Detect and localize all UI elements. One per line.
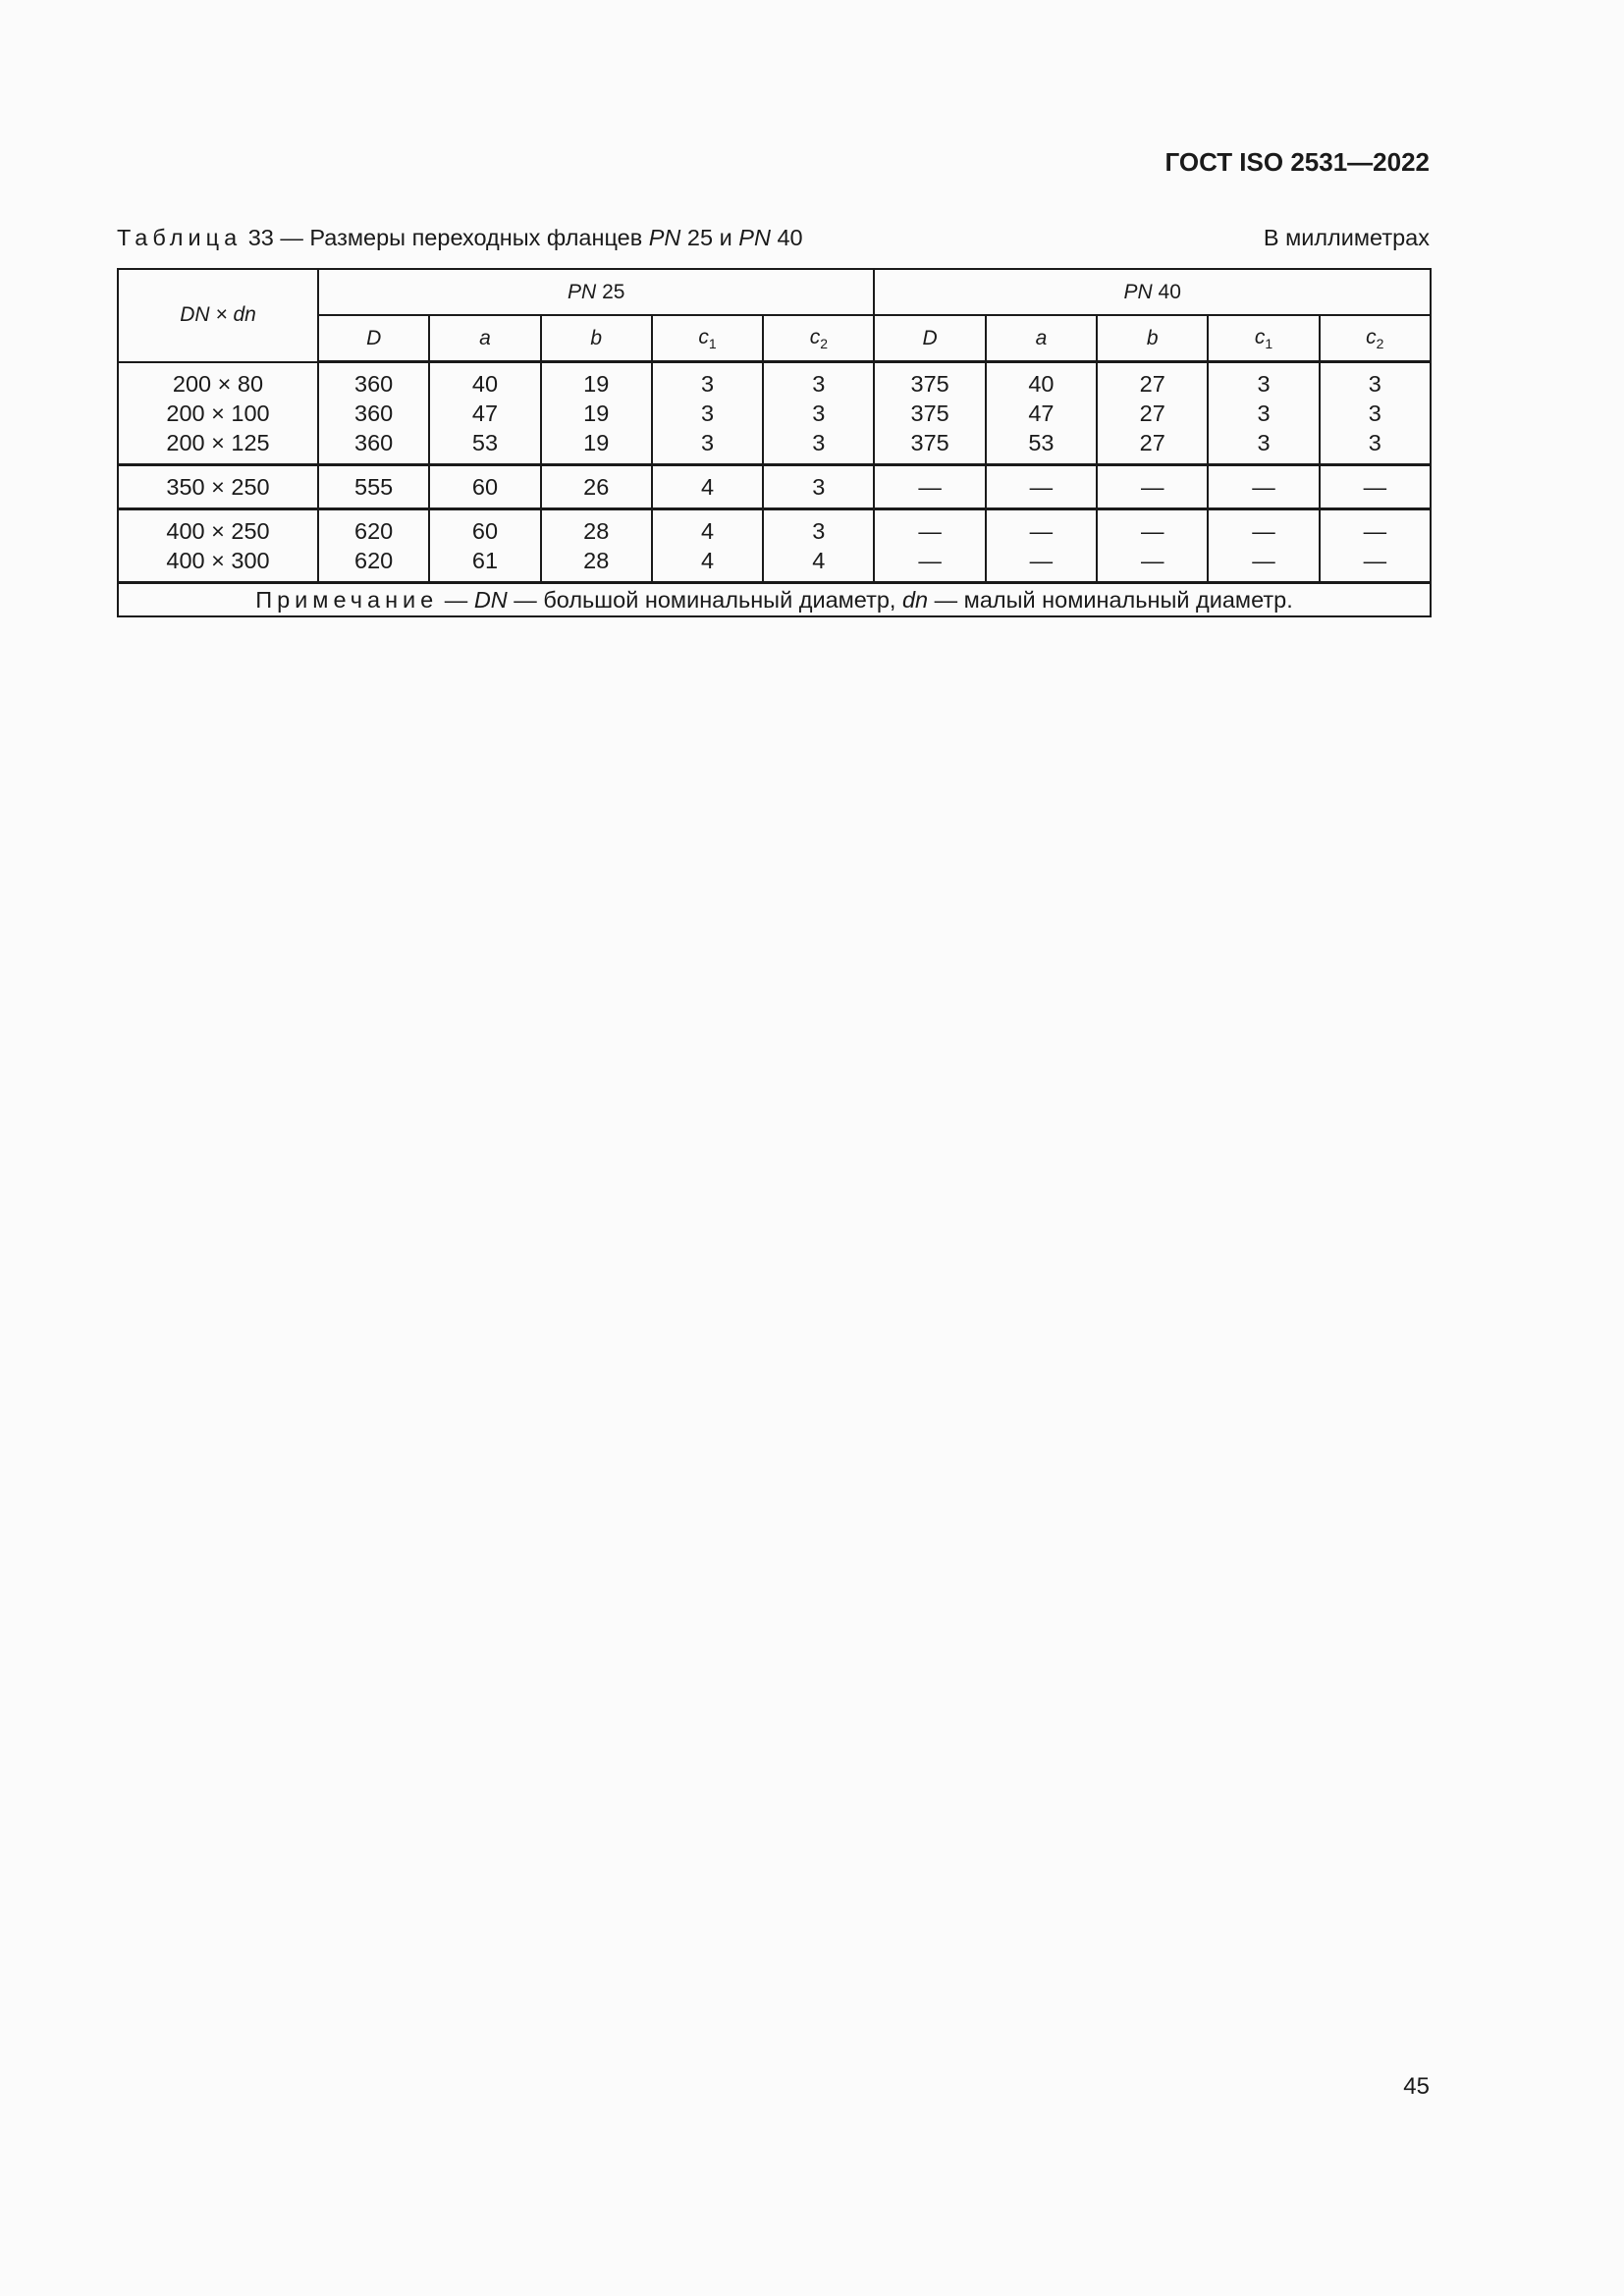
document-standard-header: ГОСТ ISO 2531—2022 xyxy=(1164,147,1430,177)
note-text: — малый номинальный диаметр. xyxy=(928,586,1293,613)
header-c1 xyxy=(652,315,763,362)
header-group-pn25 xyxy=(318,269,874,315)
cell-value: — xyxy=(918,518,942,544)
table-number: 33 xyxy=(247,225,274,250)
pn-label: PN xyxy=(1123,280,1153,303)
cell-value: 200 × 125 xyxy=(166,429,270,455)
cell-value: — xyxy=(1252,474,1275,500)
cell-value: — xyxy=(918,474,942,500)
c2-sub: 2 xyxy=(1376,335,1384,351)
table-title xyxy=(117,225,803,251)
cell-pn25-a xyxy=(429,362,540,465)
cell-value: 19 xyxy=(583,371,610,397)
note-text: — большой номинальный диаметр, xyxy=(507,586,902,613)
cell-value: — xyxy=(1029,518,1054,544)
cell-value: 60 xyxy=(471,518,499,544)
cell-value: — xyxy=(1252,518,1275,544)
cell-value: — xyxy=(1029,474,1054,500)
cell-pn40-b xyxy=(1097,465,1208,509)
pn-b-label: PN xyxy=(738,225,771,250)
cell-value: 375 xyxy=(910,371,949,397)
cell-value: 3 xyxy=(812,518,826,544)
cell-value: 3 xyxy=(812,371,826,397)
note-label: Примечание xyxy=(255,586,439,613)
table-title-text: — Размеры переходных фланцев xyxy=(273,225,649,250)
pn-a-label: PN xyxy=(648,225,681,250)
cell-value: — xyxy=(1140,548,1164,573)
cell-value: 200 × 80 xyxy=(172,370,264,397)
cell-value: 26 xyxy=(583,474,610,500)
cell-pn25-b xyxy=(541,362,652,465)
cell-value: 3 xyxy=(812,400,826,426)
c1-base: c xyxy=(698,325,709,348)
cell-value: 47 xyxy=(471,400,499,426)
c1-base: c xyxy=(1254,325,1266,348)
cell-value: 3 xyxy=(701,400,715,426)
cell-value: 4 xyxy=(701,474,715,500)
c2-base: c xyxy=(809,325,821,348)
pn-a-value: 25 и xyxy=(680,225,739,250)
cell-pn25-d xyxy=(318,362,429,465)
cell-value: 360 xyxy=(354,430,394,455)
cell-value: 53 xyxy=(471,430,499,455)
cell-pn25-c2 xyxy=(763,362,874,465)
flange-dimensions-table xyxy=(117,268,1432,617)
table-row xyxy=(118,509,1431,583)
header-b: b xyxy=(1097,315,1208,362)
cell-value: 555 xyxy=(354,474,394,500)
table-body xyxy=(118,362,1431,583)
units-label: В миллиметрах xyxy=(1263,225,1430,250)
cell-value: — xyxy=(918,548,942,573)
pn-value: 40 xyxy=(1152,280,1181,303)
cell-value: — xyxy=(1140,474,1164,500)
cell-value: 3 xyxy=(1257,400,1271,426)
table-word: Таблица xyxy=(117,225,243,250)
cell-value: 40 xyxy=(471,371,499,397)
page-number: 45 xyxy=(1403,2073,1430,2100)
cell-value: 3 xyxy=(1368,430,1381,455)
cell-value: — xyxy=(1363,474,1387,500)
c1-sub: 1 xyxy=(1265,335,1273,351)
cell-value: — xyxy=(1363,518,1387,544)
cell-pn25-b xyxy=(541,509,652,583)
cell-pn40-c2 xyxy=(1320,509,1431,583)
cell-value: 4 xyxy=(812,548,826,573)
pn-value: 25 xyxy=(596,280,625,303)
note-text: — xyxy=(438,586,474,613)
cell-value: 400 × 300 xyxy=(166,548,270,573)
note-row xyxy=(118,583,1431,617)
cell-value: 3 xyxy=(1368,400,1381,426)
cell-value: 27 xyxy=(1139,371,1165,397)
table-row xyxy=(118,362,1431,465)
cell-pn40-c2 xyxy=(1320,465,1431,509)
cell-pn25-c2 xyxy=(763,465,874,509)
cell-value: 3 xyxy=(812,430,826,455)
note-dn: DN xyxy=(473,586,508,613)
pn-b-value: 40 xyxy=(770,225,803,250)
c2-sub: 2 xyxy=(820,335,828,351)
cell-value: 350 × 250 xyxy=(166,474,270,500)
cell-size xyxy=(118,465,318,509)
header-dn-dn: DN × dn xyxy=(118,269,318,362)
cell-value: 40 xyxy=(1028,371,1055,397)
cell-pn40-d xyxy=(874,509,985,583)
cell-pn25-d xyxy=(318,509,429,583)
cell-pn40-a xyxy=(986,465,1097,509)
header-c1 xyxy=(1208,315,1319,362)
cell-pn25-c1 xyxy=(652,465,763,509)
cell-value: 360 xyxy=(354,371,394,397)
table-note xyxy=(118,583,1431,617)
cell-value: 620 xyxy=(354,518,394,544)
c2-base: c xyxy=(1366,325,1377,348)
cell-value: 3 xyxy=(812,474,826,500)
cell-value: 400 × 250 xyxy=(166,518,270,544)
cell-value: 27 xyxy=(1139,430,1165,455)
cell-value: 3 xyxy=(701,371,715,397)
pn-label: PN xyxy=(568,280,597,303)
cell-size xyxy=(118,362,318,465)
cell-value: 47 xyxy=(1028,400,1055,426)
header-d: D xyxy=(318,315,429,362)
header-group-pn40 xyxy=(874,269,1430,315)
cell-value: 360 xyxy=(354,400,394,426)
cell-value: — xyxy=(1252,548,1275,573)
cell-pn40-d xyxy=(874,465,985,509)
cell-value: 3 xyxy=(701,430,715,455)
table-row xyxy=(118,465,1431,509)
header-b: b xyxy=(541,315,652,362)
cell-pn40-d xyxy=(874,362,985,465)
cell-value: — xyxy=(1363,548,1387,573)
header-c2 xyxy=(1320,315,1431,362)
header-d: D xyxy=(874,315,985,362)
cell-pn25-a xyxy=(429,509,540,583)
cell-pn40-c1 xyxy=(1208,509,1319,583)
cell-value: 4 xyxy=(701,548,715,573)
cell-pn25-a xyxy=(429,465,540,509)
cell-pn25-c1 xyxy=(652,362,763,465)
header-row-groups xyxy=(118,269,1431,315)
cell-value: 19 xyxy=(583,400,610,426)
cell-value: 60 xyxy=(471,474,499,500)
cell-pn40-c2 xyxy=(1320,362,1431,465)
cell-value: 61 xyxy=(471,548,499,573)
cell-value: 28 xyxy=(583,518,610,544)
cell-value: 28 xyxy=(583,548,610,573)
cell-value: — xyxy=(1140,518,1164,544)
cell-pn40-c1 xyxy=(1208,362,1319,465)
cell-value: 27 xyxy=(1139,400,1165,426)
note-dn-small: dn xyxy=(901,586,929,613)
cell-value: — xyxy=(1029,548,1054,573)
cell-value: 620 xyxy=(354,548,394,573)
cell-value: 3 xyxy=(1368,371,1381,397)
header-c2 xyxy=(763,315,874,362)
cell-value: 4 xyxy=(701,518,715,544)
cell-pn25-b xyxy=(541,465,652,509)
cell-pn25-c2 xyxy=(763,509,874,583)
cell-value: 19 xyxy=(583,430,610,455)
cell-value: 53 xyxy=(1028,430,1055,455)
cell-value: 3 xyxy=(1257,371,1271,397)
header-a: a xyxy=(429,315,540,362)
cell-pn40-c1 xyxy=(1208,465,1319,509)
table-caption xyxy=(117,225,1430,256)
cell-pn40-b xyxy=(1097,362,1208,465)
cell-value: 375 xyxy=(910,400,949,426)
c1-sub: 1 xyxy=(708,335,717,351)
cell-size xyxy=(118,509,318,583)
cell-value: 3 xyxy=(1257,430,1271,455)
header-a: a xyxy=(986,315,1097,362)
cell-value: 375 xyxy=(910,430,949,455)
cell-value: 200 × 100 xyxy=(166,400,270,426)
cell-pn25-c1 xyxy=(652,509,763,583)
cell-pn40-a xyxy=(986,362,1097,465)
cell-pn40-b xyxy=(1097,509,1208,583)
cell-pn40-a xyxy=(986,509,1097,583)
cell-pn25-d xyxy=(318,465,429,509)
